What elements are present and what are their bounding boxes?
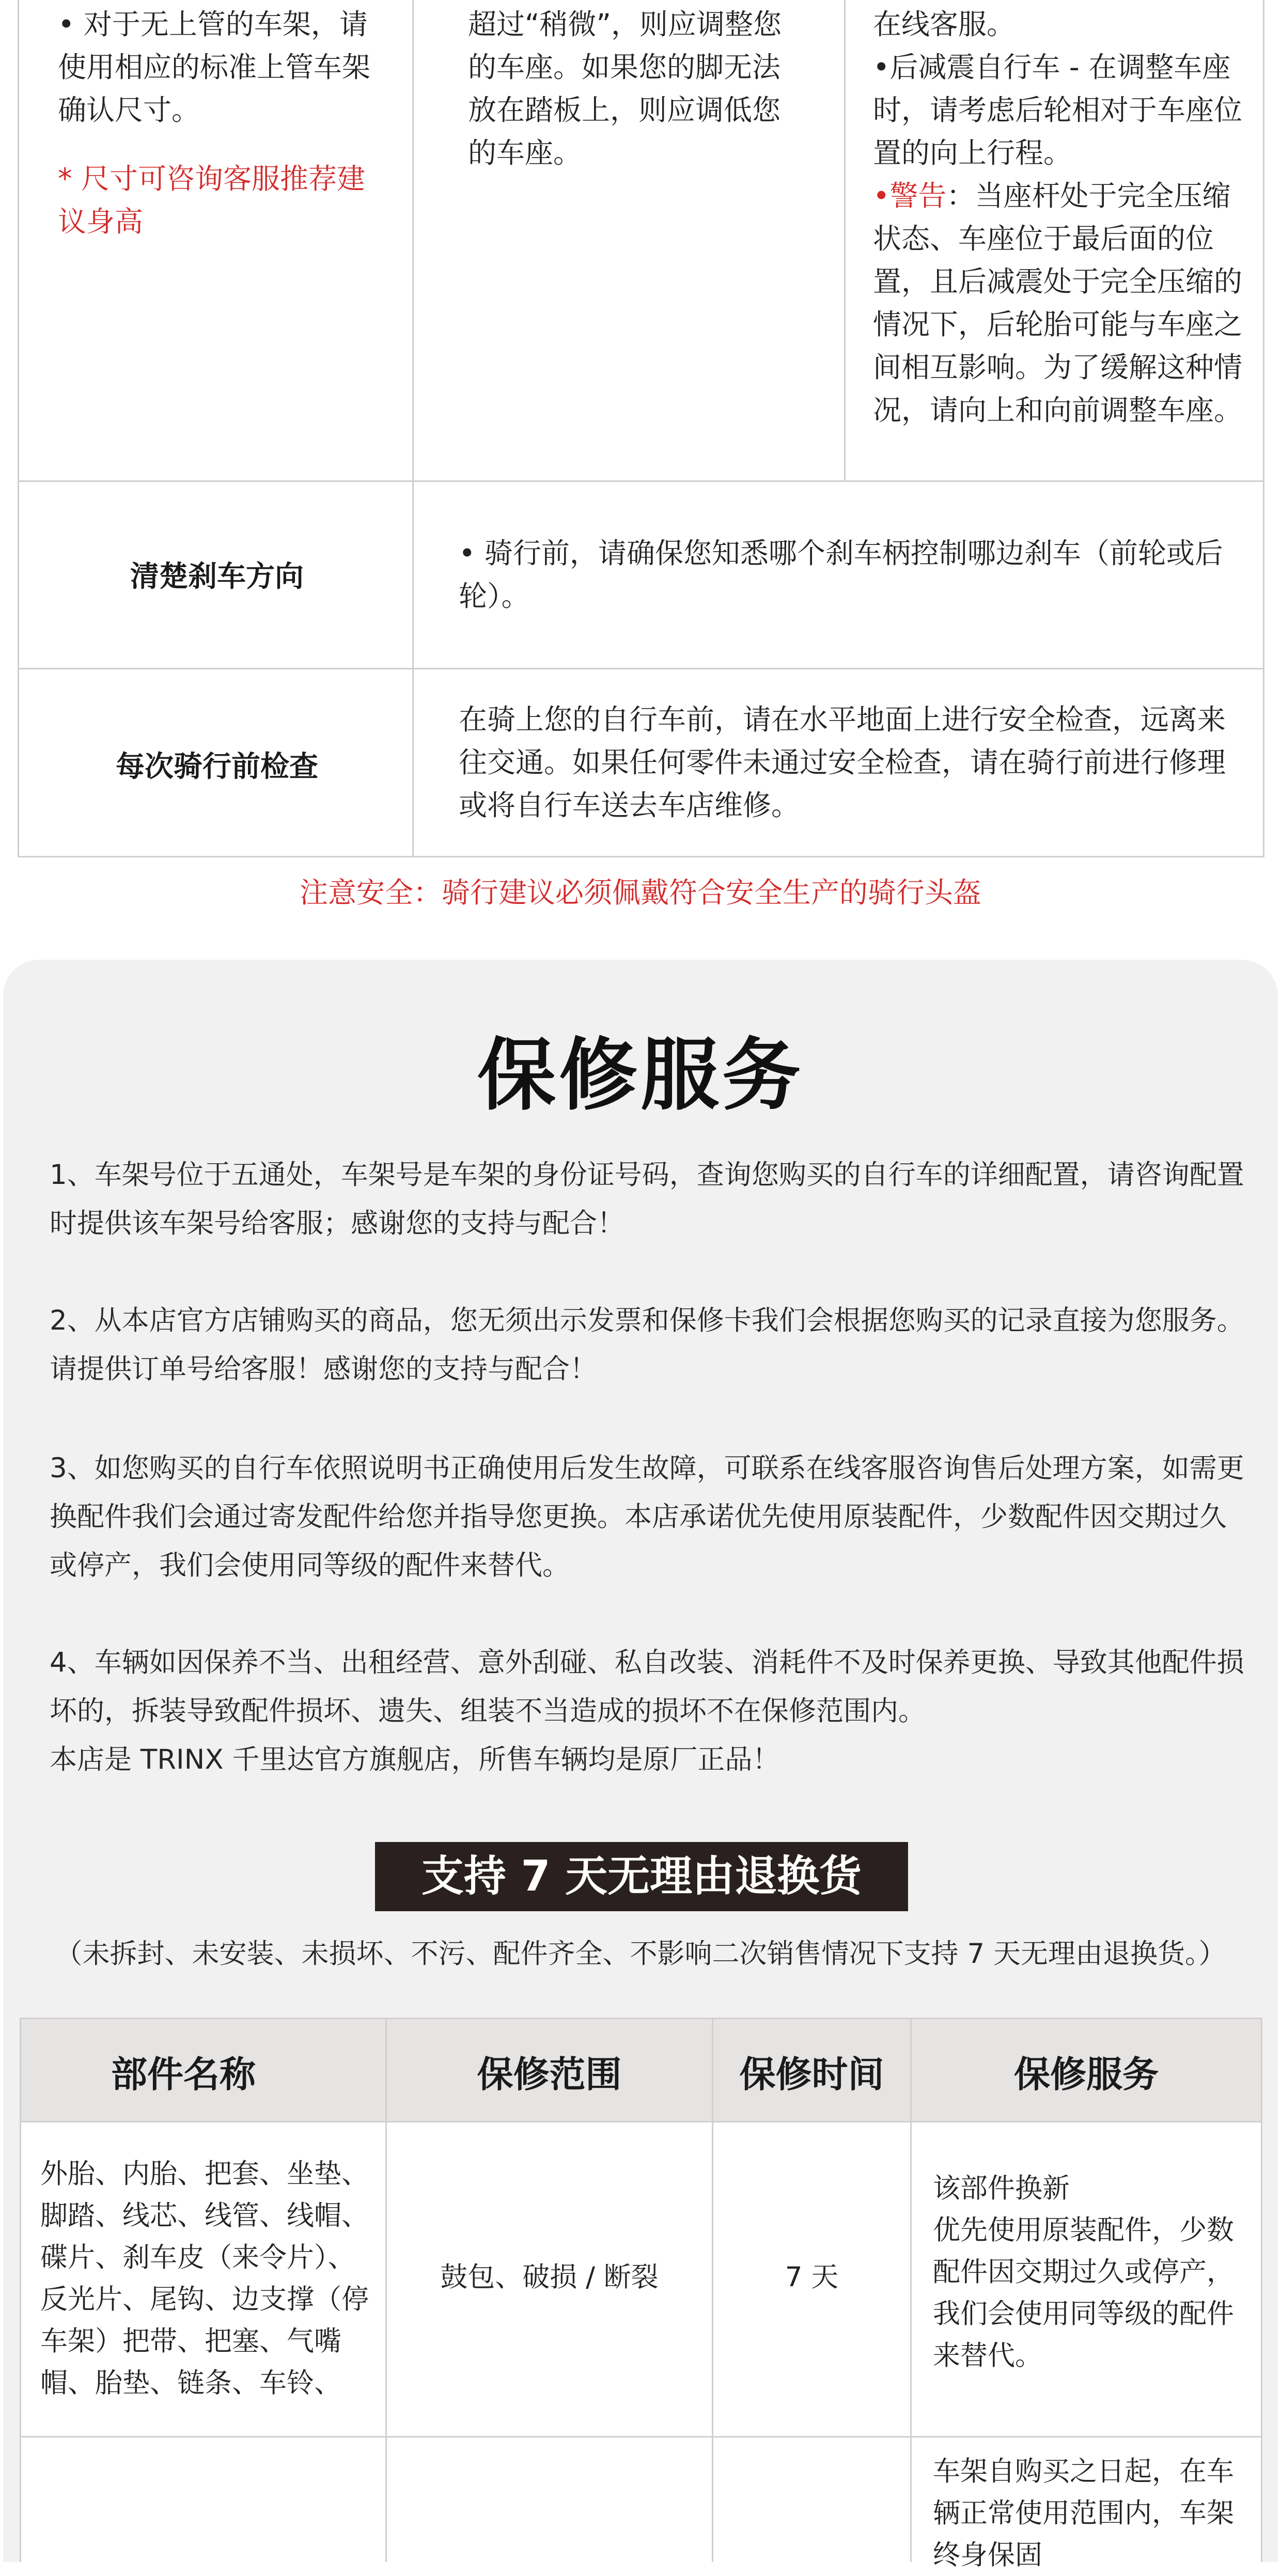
warning-text (873, 175, 1245, 432)
brake-direction-label: 清楚刹车方向 (130, 560, 304, 594)
pre-ride-check-text: 在骑上您的自行车前，请在水平地面上进行安全检查，远离来往交通。如果任何零件未通过安全检查，请在骑行前进行修理或将自行车送去车店维修。 (459, 703, 1226, 822)
warranty-paragraph-2: 2、从本店官方店铺购买的商品，您无须出示发票和保修卡我们会根据您购买的记录直接为您服务。请提供订单号给客服！感谢您的支持与配合！ (50, 1305, 1244, 1385)
size-consult-note: * 尺寸可咨询客服推荐建议身高 (58, 162, 365, 238)
warranty-paragraph-1: 1、车架号位于五通处，车架号是车架的身份证号码，查询您购买的自行车的详细配置，请咨询配置时提供该车架号给客服；感谢您的支持与配合！ (50, 1159, 1244, 1239)
warranty-period-cell: 7 天 (785, 2261, 839, 2293)
return-policy-note: （未拆封、未安装、未损坏、不污、配件齐全、不影响二次销售情况下支持 7 天无理由退换货。） (55, 1938, 1226, 1970)
warranty-paragraph-4: 4、车辆如因保养不当、出租经营、意外刮碰、私自改装、消耗件不及时保养更换、导致其他配件损坏的，拆装导致配件损坏、遗失、组装不当造成的损坏不在保修范围内。 (50, 1647, 1244, 1727)
official-store-statement: 本店是 TRINX 千里达官方旗舰店，所售车辆均是原厂正品！ (50, 1744, 780, 1775)
warning-label: •警告 (873, 179, 947, 212)
warranty-service-cell: 该部件换新 优先使用原装配件，少数配件因交期过久或停产，我们会使用同等级的配件来替代。 (933, 2173, 1234, 2371)
table-border-left (18, 0, 19, 857)
header-part-name: 部件名称 (111, 2053, 256, 2096)
header-divider (20, 2121, 1262, 2122)
saddle-adjust-text: 超过“稍微”，则应调整您的车座。如果您的脚无法放在踏板上，则应调低您的车座。 (468, 8, 782, 169)
warranty-service-cell: 车架自购买之日起，在车辆正常使用范围内，车架终身保固 (933, 2456, 1234, 2571)
warranty-title: 保修服务 (477, 1029, 804, 1121)
warranty-paragraph-3: 3、如您购买的自行车依照说明书正确使用后发生故障，可联系在线客服咨询售后处理方案，如需更换配件我们会通过寄发配件给您并指导您更换。本店承诺优先使用原装配件，少数配件因交期过久或停产，我们会使用同等级的配件来替代。 (50, 1453, 1244, 1581)
online-service-text: 在线客服。 (873, 8, 1016, 41)
safety-note: 注意安全：骑行建议必须佩戴符合安全生产的骑行头盔 (299, 876, 981, 909)
frame-size-text: • 对于无上管的车架，请使用相应的标准上管车架确认尺寸。 (58, 8, 371, 127)
table-border-bottom (18, 856, 1264, 857)
table-cell (58, 3, 388, 243)
row-divider (18, 480, 1264, 482)
row-divider (18, 668, 1264, 669)
header-warranty-service: 保修服务 (1014, 2053, 1159, 2096)
table-cell (873, 3, 1245, 432)
warranty-scope-cell: 鼓包、破损 / 断裂 (440, 2261, 659, 2293)
header-warranty-period: 保修时间 (739, 2053, 884, 2096)
column-divider (844, 0, 846, 482)
column-divider (412, 0, 414, 857)
header-warranty-scope: 保修范围 (477, 2053, 622, 2096)
return-policy-banner: 支持 7 天无理由退换货 (375, 1842, 908, 1911)
table-cell (468, 3, 799, 175)
row-divider (20, 2436, 1262, 2438)
brake-direction-text: • 骑行前，请确保您知悉哪个刹车柄控制哪边刹车（前轮或后轮）。 (459, 537, 1223, 613)
column-divider (910, 2018, 912, 2562)
rear-suspension-text: •后减震自行车 - 在调整车座时，请考虑后轮相对于车座位置的向上行程。 (873, 51, 1243, 169)
pre-ride-check-label: 每次骑行前检查 (116, 750, 318, 784)
table-border-right (1263, 0, 1264, 857)
part-name-cell: 外胎、内胎、把套、坐垫、脚踏、线芯、线管、线帽、碟片、刹车皮（来令片）、反光片、尾钩、边支撑（停车架）把带、把塞、气嘴帽、胎垫、链条、车铃、 (40, 2158, 369, 2399)
warning-body: ：当座杆处于完全压缩状态、车座位于最后面的位置，且后减震处于完全压缩的情况下，后轮胎可能与车座之间相互影响。为了缓解这种情况，请向上和向前调整车座。 (873, 179, 1243, 427)
